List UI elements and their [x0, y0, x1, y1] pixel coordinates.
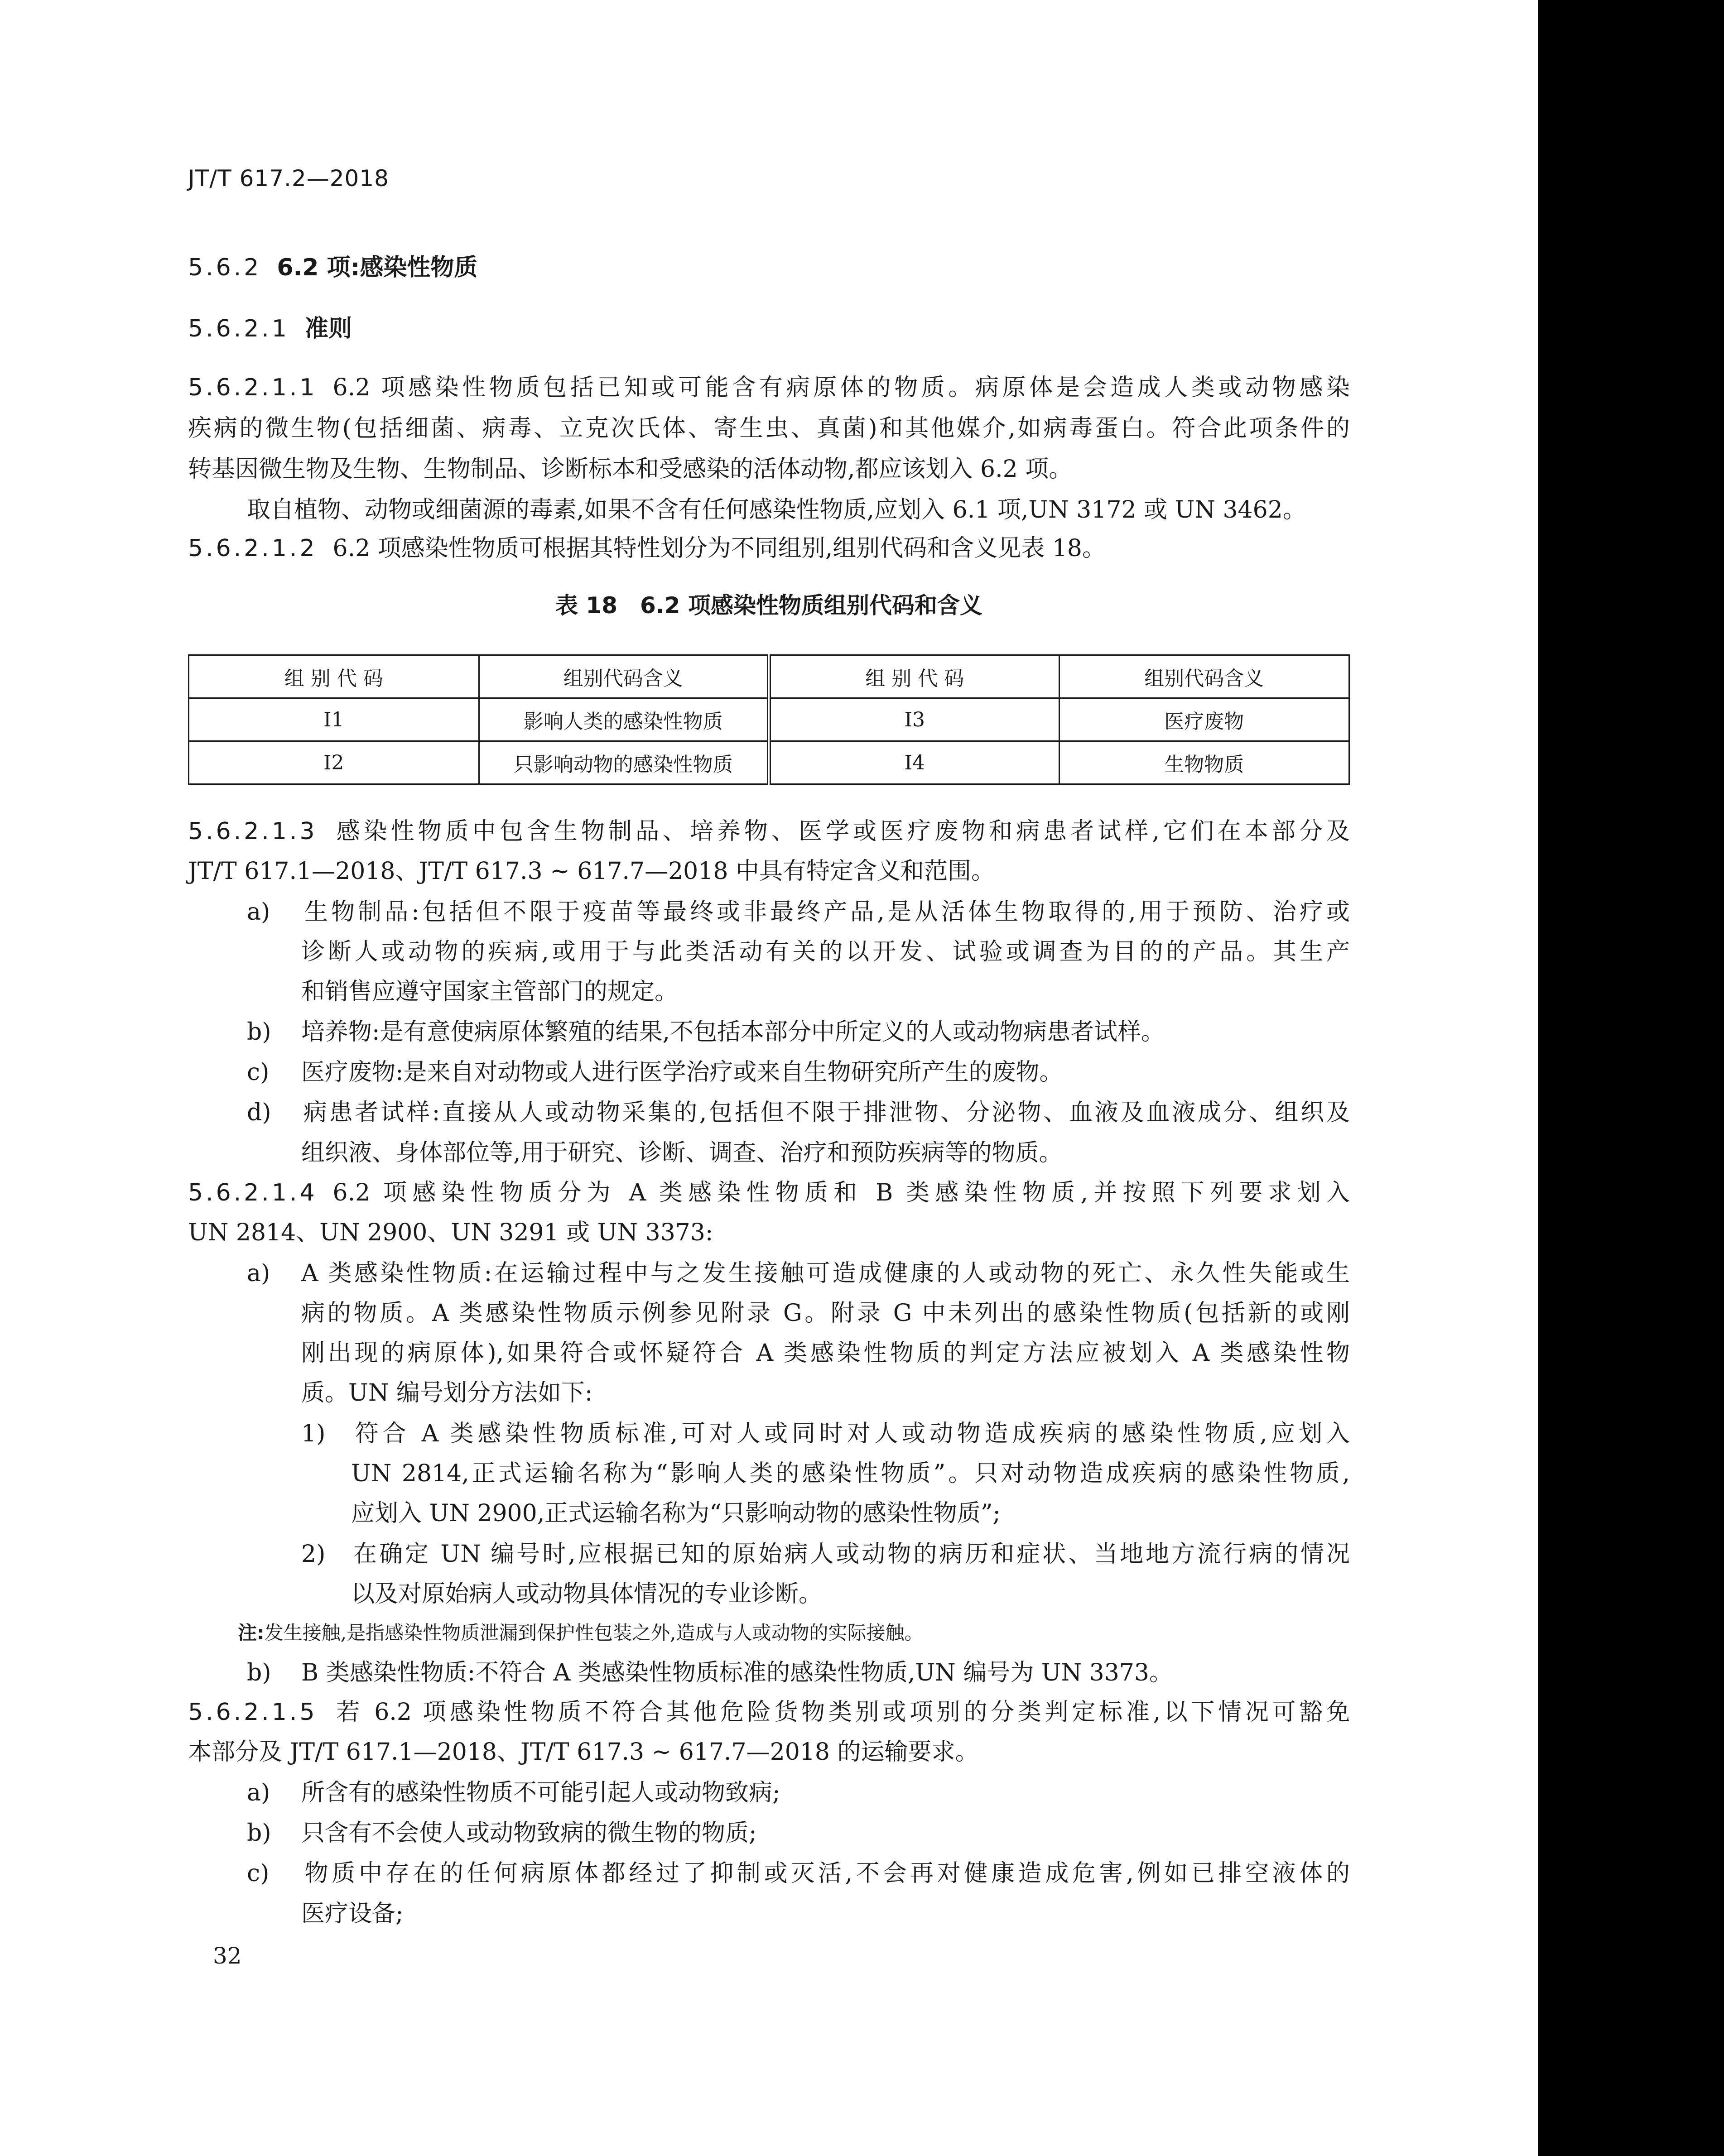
- sub-list-label: 2): [301, 1541, 326, 1568]
- subsection-heading: [188, 317, 1350, 341]
- list-label: a): [247, 1260, 270, 1287]
- list-item: [247, 1821, 1350, 1845]
- list-label: c): [247, 1059, 270, 1086]
- list-text: 组织液、身体部位等,用于研究、诊断、调查、治疗和预防疾病等的物质。: [301, 1139, 1063, 1167]
- table-cell: I2: [189, 741, 479, 784]
- table-cell: 影响人类的感染性物质: [479, 698, 769, 741]
- note-text: 发生接触,是指感染性物质泄漏到保护性包装之外,造成与人或动物的实际接触。: [264, 1622, 924, 1644]
- list-label: b): [247, 1018, 271, 1046]
- note-label: 注:: [238, 1622, 265, 1644]
- list-text: A 类感染性物质:在运输过程中与之发生接触可造成健康的人或动物的死亡、永久性失能或生: [301, 1260, 1350, 1287]
- clause-5-6-2-1-3: [188, 820, 1350, 843]
- paragraph-line: 6.2 项感染性物质分为 A 类感染性物质和 B 类感染性物质,并按照下列要求划入: [332, 1179, 1350, 1206]
- list-text: 病的物质。A 类感染性物质示例参见附录 G。附录 G 中未列出的感染性物质(包括新的或刚: [301, 1300, 1350, 1327]
- list-text: 所含有的感染性物质不可能引起人或动物致病;: [301, 1779, 780, 1806]
- list-text: 医疗设备;: [301, 1900, 404, 1927]
- doc-code-header: JT/T 617.2—2018: [188, 165, 389, 192]
- table-cell: I3: [769, 698, 1059, 741]
- list-text: 培养物:是有意使病原体繁殖的结果,不包括本部分中所定义的人或动物病患者试样。: [301, 1018, 1165, 1046]
- page-number: 32: [213, 1943, 242, 1969]
- sub-list-item: [301, 1422, 1350, 1445]
- sub-list-text: 符合 A 类感染性物质标准,可对人或同时对人或动物造成疾病的感染性物质,应划入: [351, 1420, 1350, 1447]
- paragraph-line: JT/T 617.1—2018、JT/T 617.3 ~ 617.7—2018 中具有特定含义和范围。: [188, 858, 995, 885]
- list-text: 和销售应遵守国家主管部门的规定。: [301, 978, 679, 1005]
- list-label: b): [247, 1659, 271, 1686]
- sub-list-item: [301, 1542, 1350, 1566]
- clause-number: 5.6.2.1.2: [188, 535, 318, 562]
- list-item: [247, 1862, 1350, 1885]
- clause-number: 5.6.2.1.5: [188, 1699, 318, 1726]
- clause-5-6-2-1-1: [188, 376, 1350, 399]
- list-text: 质。UN 编号划分方法如下:: [301, 1379, 593, 1407]
- paragraph-line: 转基因微生物及生物、生物制品、诊断标本和受感染的活体动物,都应该划入 6.2 项。: [188, 456, 1073, 483]
- clause-5-6-2-1-5: [188, 1700, 1350, 1724]
- sub-list-text: 以及对原始病人或动物具体情况的专业诊断。: [351, 1580, 823, 1608]
- table-row: [189, 698, 1349, 741]
- subsection-title: 准则: [304, 315, 352, 342]
- paragraph-line: 疾病的微生物(包括细菌、病毒、立克次氏体、寄生虫、真菌)和其他媒介,如病毒蛋白。符合此项条件的: [188, 415, 1350, 442]
- list-text: 诊断人或动物的疾病,或用于与此类活动有关的以开发、试验或调查为目的的产品。其生产: [301, 938, 1350, 965]
- table-cell: I4: [769, 741, 1059, 784]
- paragraph-line: 取自植物、动物或细菌源的毒素,如果不含有任何感染性物质,应划入 6.1 项,UN 3172 或 UN 3462。: [247, 496, 1306, 523]
- paragraph-line: UN 2814、UN 2900、UN 3291 或 UN 3373:: [188, 1219, 713, 1246]
- section-number: 5.6.2: [188, 254, 262, 281]
- table-header-cell: 组 别 代 码: [769, 655, 1059, 698]
- table-cell: 医疗废物: [1059, 698, 1349, 741]
- section-heading: [188, 256, 1350, 279]
- table-row: [189, 741, 1349, 784]
- sub-list-text: UN 2814,正式运输名称为“影响人类的感染性物质”。只对动物造成疾病的感染性物质,: [351, 1460, 1350, 1487]
- list-label: d): [247, 1099, 271, 1126]
- subsection-number: 5.6.2.1: [188, 315, 289, 342]
- table-cell: 生物物质: [1059, 741, 1349, 784]
- list-text: B 类感染性物质:不符合 A 类感染性物质标准的感染性物质,UN 编号为 UN 3373。: [301, 1659, 1173, 1686]
- paragraph-line: 本部分及 JT/T 617.1—2018、JT/T 617.3 ~ 617.7—2018 的运输要求。: [188, 1738, 979, 1766]
- list-label: b): [247, 1820, 271, 1847]
- paragraph-line: 6.2 项感染性物质包括已知或可能含有病原体的物质。病原体是会造成人类或动物感染: [332, 374, 1350, 401]
- list-text: 病患者试样:直接从人或动物采集的,包括但不限于排泄物、分泌物、血液及血液成分、组织及: [301, 1099, 1350, 1126]
- clause-5-6-2-1-2: [188, 537, 1350, 560]
- list-label: c): [247, 1860, 270, 1887]
- paragraph-line: 若 6.2 项感染性物质不符合其他危险货物类别或项别的分类判定标准,以下情况可豁免: [332, 1699, 1350, 1726]
- list-text: 生物制品:包括但不限于疫苗等最终或非最终产品,是从活体生物取得的,用于预防、治疗或: [301, 898, 1350, 926]
- table-header-cell: 组别代码含义: [479, 655, 769, 698]
- list-text: 刚出现的病原体),如果符合或怀疑符合 A 类感染性物质的判定方法应被划入 A 类感染性物: [301, 1340, 1350, 1367]
- sub-list-text: 在确定 UN 编号时,应根据已知的原始病人或动物的病历和症状、当地地方流行病的情况: [351, 1541, 1350, 1568]
- section-title: 6.2 项:感染性物质: [277, 254, 478, 281]
- table-caption: 表 18 6.2 项感染性物质组别代码和含义: [555, 592, 982, 619]
- list-label: a): [247, 1779, 270, 1806]
- table-cell: 只影响动物的感染性物质: [479, 741, 769, 784]
- clause-number: 5.6.2.1.1: [188, 374, 318, 401]
- sub-list-label: 1): [301, 1420, 326, 1447]
- scan-border: [1538, 0, 1724, 2156]
- list-item: [247, 1020, 1350, 1044]
- paragraph-line: 感染性物质中包含生物制品、培养物、医学或医疗废物和病患者试样,它们在本部分及: [332, 818, 1350, 845]
- list-item: [247, 1101, 1350, 1124]
- list-item: [247, 1061, 1350, 1084]
- note: [238, 1623, 1350, 1642]
- list-item: [247, 900, 1350, 924]
- list-item: [247, 1661, 1350, 1685]
- clause-5-6-2-1-4: [188, 1181, 1350, 1205]
- paragraph-line: 6.2 项感染性物质可根据其特性划分为不同组别,组别代码和含义见表 18。: [332, 535, 1106, 562]
- group-code-table: [188, 654, 1350, 785]
- table-cell: I1: [189, 698, 479, 741]
- clause-number: 5.6.2.1.3: [188, 818, 318, 845]
- table-header-cell: 组 别 代 码: [189, 655, 479, 698]
- table-header-row: [189, 655, 1349, 698]
- clause-number: 5.6.2.1.4: [188, 1179, 318, 1206]
- list-item: [247, 1262, 1350, 1285]
- list-item: [247, 1781, 1350, 1805]
- list-text: 医疗废物:是来自对动物或人进行医学治疗或来自生物研究所产生的废物。: [301, 1059, 1063, 1086]
- list-text: 只含有不会使人或动物致病的微生物的物质;: [301, 1820, 757, 1847]
- list-text: 物质中存在的任何病原体都经过了抑制或灭活,不会再对健康造成危害,例如已排空液体的: [301, 1860, 1350, 1887]
- table-header-cell: 组别代码含义: [1059, 655, 1349, 698]
- list-label: a): [247, 898, 270, 926]
- sub-list-text: 应划入 UN 2900,正式运输名称为“只影响动物的感染性物质”;: [351, 1500, 1001, 1527]
